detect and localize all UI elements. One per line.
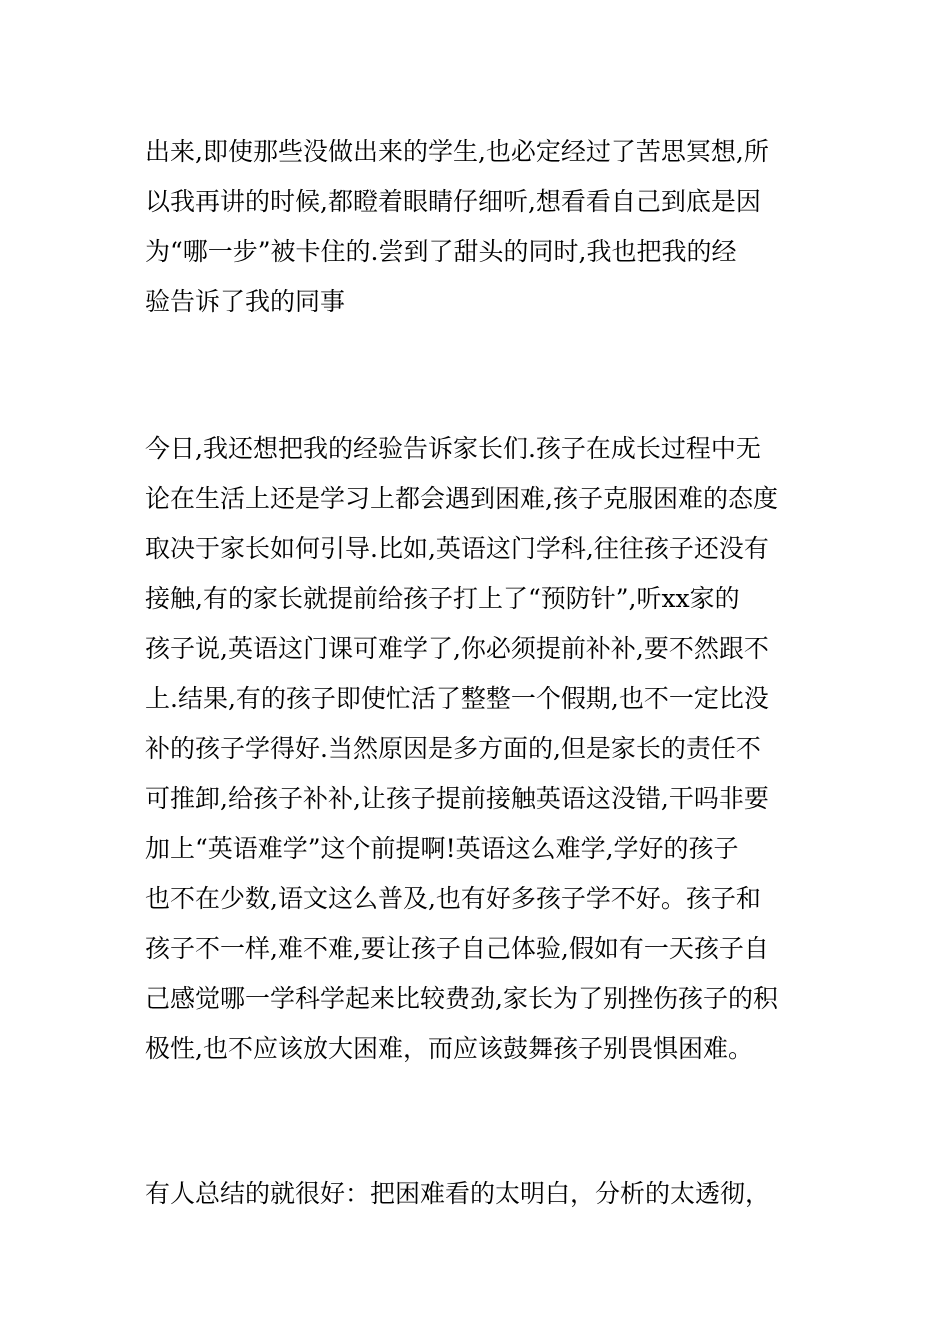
text-line: 也不在少数,语文这么普及,也有好多孩子学不好。孩子和 [145, 884, 761, 913]
paragraph-1 [145, 127, 810, 327]
text-line: 可推卸,给孩子补补,让孩子提前接触英语这没错,干吗非要 [145, 784, 769, 813]
text-line: 孩子说,英语这门课可难学了,你必须提前补补,要不然跟不 [145, 634, 769, 663]
text-line: 验告诉了我的同事 [145, 287, 346, 316]
paragraph-2 [145, 424, 810, 1074]
text-line: 取决于家长如何引导.比如,英语这门学科,往往孩子还没有 [145, 534, 769, 563]
text-line: 为“哪一步”被卡住的.尝到了甜头的同时,我也把我的经 [145, 237, 737, 266]
text-line: 孩子不一样,难不难,要让孩子自己体验,假如有一天孩子自 [145, 934, 769, 963]
text-line: 论在生活上还是学习上都会遇到困难,孩子克服困难的态度 [145, 484, 778, 513]
text-line: 己感觉哪一学科学起来比较费劲,家长为了别挫伤孩子的积 [145, 984, 778, 1013]
text-line: 今日,我还想把我的经验告诉家长们.孩子在成长过程中无 [145, 434, 761, 463]
text-line: 有人总结的就很好：把困难看的太明白，分析的太透彻， [145, 1179, 771, 1208]
text-line: 加上“英语难学”这个前提啊!英语这么难学,学好的孩子 [145, 834, 739, 863]
text-line: 以我再讲的时候,都瞪着眼睛仔细听,想看看自己到底是因 [145, 187, 761, 216]
text-line: 出来,即使那些没做出来的学生,也必定经过了苦思冥想,所 [145, 137, 769, 166]
text-line: 极性,也不应该放大困难，而应该鼓舞孩子别畏惧困难。 [145, 1034, 753, 1063]
text-line: 上.结果,有的孩子即使忙活了整整一个假期,也不一定比没 [145, 684, 769, 713]
text-line: 补的孩子学得好.当然原因是多方面的,但是家长的责任不 [145, 734, 761, 763]
paragraph-3 [145, 1169, 810, 1219]
text-line: 接触,有的家长就提前给孩子打上了“预防针”,听xx家的 [145, 584, 740, 613]
